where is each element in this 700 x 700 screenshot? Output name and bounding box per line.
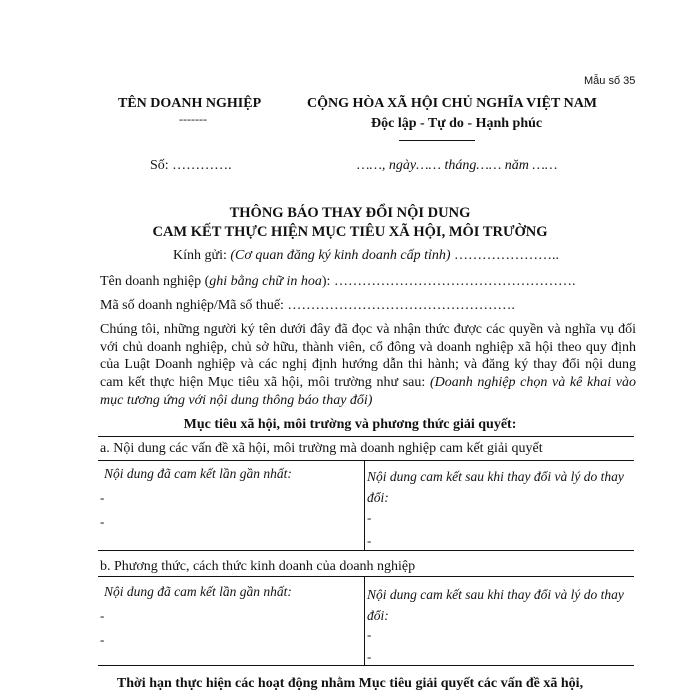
table-bottom-border [98,665,634,666]
deadline-section-title: Thời hạn thực hiện các hoạt động nhằm Mục tiêu giải quyết các vấn đề xã hội, [116,676,584,691]
row-a-previous-content-label: Nội dung đã cam kết lần gần nhất: [104,466,292,481]
row-b-left-dash-2: - [100,632,105,647]
addressee-label: Kính gửi: [173,248,227,263]
addressee-value: (Cơ quan đăng ký kinh doanh cấp tỉnh) [230,248,451,263]
company-name-field [100,274,575,290]
row-b-label: b. Phương thức, cách thức kinh doanh của doanh nghiệp [100,559,416,574]
row-a-right-dash-1: - [367,510,372,525]
company-label: TÊN DOANH NGHIỆP [118,96,262,111]
declaration-paragraph [100,321,636,410]
row-b-right-dash-1: - [367,627,372,642]
national-motto: Độc lập - Tự do - Hạnh phúc [371,116,543,131]
section-title: Mục tiêu xã hội, môi trường và phương thức giải quyết: [183,417,517,432]
table-top-border [98,436,634,437]
document-title-line1: THÔNG BÁO THAY ĐỔI NỘI DUNG [229,205,471,221]
row-b-previous-content-label: Nội dung đã cam kết lần gần nhất: [104,584,292,599]
table-column-divider-a [364,460,365,550]
date-line: ……, ngày…… tháng…… năm …… [357,158,558,173]
document-number: Số: …………. [150,158,232,173]
row-b-new-content-label: Nội dung cam kết sau khi thay đổi và lý do thay đổi: [367,587,624,623]
table-row-a-divider [98,460,634,461]
declaration-note: (Doanh nghiệp chọn và kê khai vào mục tương ứng với nội dung thông báo thay đổi) [100,375,636,408]
declaration-text: Chúng tôi, những người ký tên dưới đây đã đọc và nhận thức được các quyền và nghĩa vụ đối với chủ doanh nghiệp, chủ sở hữu, thành viên, cổ đông và doanh nghiệp xã hội theo quy định của Luật Doanh nghiệp và các nghị định hướng dẫn thi hành; và đăng ký thay đổi nội dung cam kết thực hiện Mục tiêu xã hội, môi trường như sau: [100,322,636,391]
table-row-b-divider [98,576,634,577]
table-column-divider-b [364,576,365,665]
document-title-line2: CAM KẾT THỰC HIỆN MỤC TIÊU XÃ HỘI, MÔI TRƯỜNG [152,224,548,240]
table-row-b-top [98,550,634,551]
company-name-prefix: Tên doanh nghiệp ( [100,274,210,289]
row-b-right-dash-2: - [367,649,372,664]
motto-underline [399,140,475,141]
company-underline: ------- [179,112,207,126]
company-name-hint: ghi bằng chữ in hoa [209,274,322,289]
republic-title: CỘNG HÒA XÃ HỘI CHỦ NGHĨA VIỆT NAM [307,96,598,111]
row-a-new-content-label: Nội dung cam kết sau khi thay đổi và lý do thay đổi: [367,469,624,505]
addressee-dots: ………………….. [454,248,560,263]
company-name-suffix: ): ……………………………………………. [321,274,576,289]
row-a-left-dash-2: - [100,514,105,529]
addressee [173,248,559,264]
form-number: Mẫu số 35 [584,75,636,87]
row-a-left-dash-1: - [100,490,105,505]
row-b-left-dash-1: - [100,608,105,623]
row-a-right-dash-2: - [367,533,372,548]
tax-code-field: Mã số doanh nghiệp/Mã số thuế: …………………………………………. [100,298,515,313]
row-a-label: a. Nội dung các vấn đề xã hội, môi trường mà doanh nghiệp cam kết giải quyết [100,441,543,456]
